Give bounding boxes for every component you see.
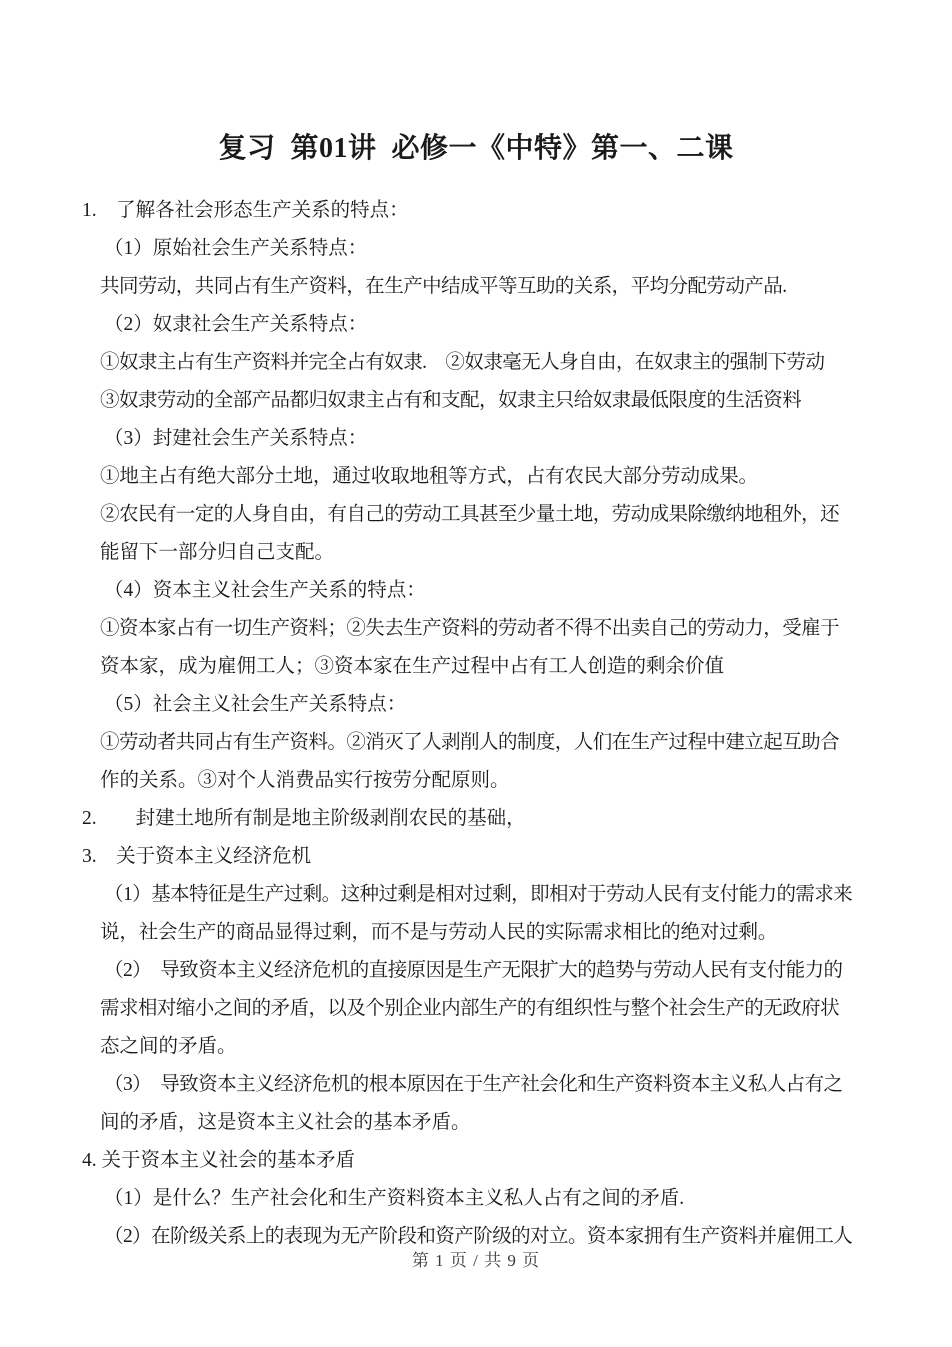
document-line: ①奴隶主占有生产资料并完全占有奴隶. ②奴隶毫无人身自由，在奴隶主的强制下劳动 [100,352,825,373]
document-line: （1）基本特征是生产过剩。这种过剩是相对过剩，即相对于劳动人民有支付能力的需求来 [104,884,853,905]
document-line: （2） 导致资本主义经济危机的直接原因是生产无限扩大的趋势与劳动人民有支付能力的 [104,960,843,981]
document-line: ①劳动者共同占有生产资料。②消灭了人剥削人的制度，人们在生产过程中建立起互助合 [100,732,840,753]
document-body [82,192,872,1256]
document-line: ①资本家占有一切生产资料；②失去生产资料的劳动者不得不出卖自己的劳动力，受雇于 [100,618,840,639]
document-line: 需求相对缩小之间的矛盾，以及个别企业内部生产的有组织性与整个社会生产的无政府状 [100,998,840,1019]
document-line: 说，社会生产的商品显得过剩，而不是与劳动人民的实际需求相比的绝对过剩。 [100,922,778,943]
document-line: 间的矛盾，这是资本主义社会的基本矛盾。 [100,1112,471,1133]
document-line: （2）奴隶社会生产关系特点： [104,314,368,335]
page-title: 复习 第01讲 必修一《中特》第一、二课 [218,132,734,164]
document-line: 能留下一部分归自己支配。 [100,542,335,563]
document-line: 资本家，成为雇佣工人；③资本家在生产过程中占有工人创造的剩余价值 [100,656,725,677]
document-line: （1）原始社会生产关系特点： [104,238,368,259]
document-line: （3）封建社会生产关系特点： [104,428,368,449]
document-line: ①地主占有绝大部分土地，通过收取地租等方式，占有农民大部分劳动成果。 [100,466,758,487]
document-line: 共同劳动，共同占有生产资料，在生产中结成平等互助的关系，平均分配劳动产品. [100,276,787,297]
document-line: （1）是什么？生产社会化和生产资料资本主义私人占有之间的矛盾. [104,1188,685,1209]
document-line: （3） 导致资本主义经济危机的根本原因在于生产社会化和生产资料资本主义私人占有之 [104,1074,843,1095]
document-line: 态之间的矛盾。 [100,1036,237,1057]
document-line: （5）社会主义社会生产关系特点： [104,694,407,715]
document-line: ②农民有一定的人身自由，有自己的劳动工具甚至少量土地，劳动成果除缴纳地租外，还 [100,504,840,525]
document-line: 3. 关于资本主义经济危机 [82,846,312,867]
document-line: （4）资本主义社会生产关系的特点： [104,580,426,601]
document-line: 1. 了解各社会形态生产关系的特点： [82,200,409,221]
document-line: 2. 封建土地所有制是地主阶级剥削农民的基础， [82,808,526,829]
document-line: ③奴隶劳动的全部产品都归奴隶主占有和支配，奴隶主只给奴隶最低限度的生活资料 [100,390,802,411]
document-line: （2）在阶级关系上的表现为无产阶段和资产阶级的对立。资本家拥有生产资料并雇佣工人 [104,1226,853,1247]
page-footer: 第 1 页 / 共 9 页 [411,1251,541,1270]
document-line: 作的关系。③对个人消费品实行按劳分配原则。 [100,770,510,791]
document-line: 4. 关于资本主义社会的基本矛盾 [82,1150,356,1171]
